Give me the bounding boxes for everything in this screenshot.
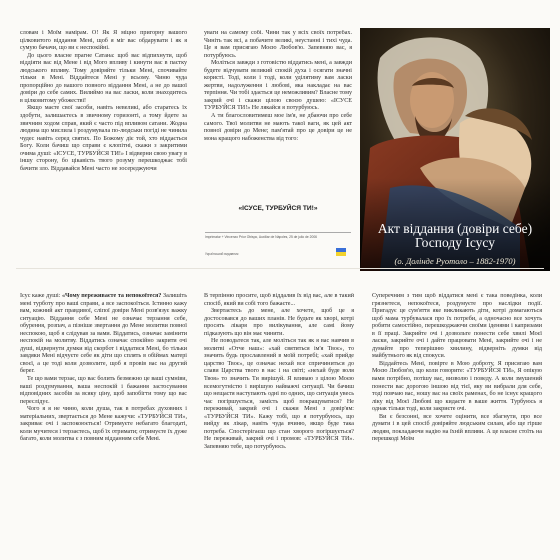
imprimatur-line: Imprimatur + Vincenzo Prior Obispo, Auxiliar de Nápoles, 25 de julio de 2006	[205, 232, 351, 240]
paragraph: Ісус каже душі: «Чому переживаєте та непокоїтеся? Залишіть мені турботу про ваші справи, а все заспокоїться. Істинно кажу вам, кожний акт правдивої, сліпої довіри Мені розв'язує важку ситуацію. Віддання себе Мені не означає терзання себе, обурення, розпач, а пізніше звертання до Мене молитви повної неспокою, щоб я слідував за вами. Віддатись, означає замінити неспокій на молитву. Віддатись означає спокійно закрити очі душі, відвернути думки від скорбот і віддатися Мені, бо тільки завдяки Мені відчуєте себе як діти що сплять в обіймах матері своєї, а це тоді коли дозволите, щоб я провів вас на другий берег.	[20, 293, 187, 375]
paragraph: уваги на самому собі. Чини так у всіх своїх потребах. Чиніть так всі, а побачите великі, неустанні і тихі чуда. Це я вам присягаю Моєю Любов'ю. Запевняю вас, я потурбуюсь.	[204, 30, 352, 59]
text-column-bottom-2	[204, 293, 354, 543]
text-column-bottom-3	[372, 293, 542, 543]
paragraph: словам і Моїм намірам. О! Як Я міцно пригорну вашого цілковитого віддання Мені, щоб я міг вас обдарувати і як я сумую бачачи, що ви є неспокійні.	[20, 30, 187, 52]
paragraph: Якщо маєте свої засоби, навіть невеликі, або старатесь їх здобути, залишаєтесь в звичному горизонті, а тому йдете за звичним ходом справ, який є часто під впливом сатани. Жодна людина що мислила і роздумувала по-людськи погіді не чинила чудес навіть серед святих. По Божому діє той, хто віддається Богу. Коли бачиш що справи є клопітні, скажи з закритими очима душі: «ІСУСЕ, ТУРБУЙСЯ ТИ!» І відверни свою увагу в іншу сторону, бо цікавість твого розуму перешкоджає тобі бачити зло. Віддавайся Мені часто не зосереджуючи	[20, 105, 187, 172]
artwork-subtitle: (о. Долінде Руотоло – 1882-1970)	[394, 256, 516, 266]
quote-lead-in: «Чому переживаєте та непокоїтеся?	[62, 293, 162, 299]
text-column-top-1	[20, 30, 187, 268]
paragraph: Чого я я не чиню, коли душа, так в потребах духовних і матеріальних, звертається до Мене кажучи: «ТУРБУЙСЯ ТИ», закриває очі і заспокоюється! Отримуєте небагато благодаті, коли мучитеся і терзаєтесь, щоб їх отримати; отримуєте їх дуже багато, коли молитва є з повним відданням себе Мені.	[20, 406, 187, 443]
paragraph: Суперечним з тим щоб віддатися мені є така поведінка, коли грязнетеся, непокоїтеся, роздумуєте про наслідки події. Пригадує це сум'яття яке викликають діти, котрі домагаються щоб мама турбувалася про їх потреби, а одночасно все хочуть робити самостійно, перешкоджаючи своїми іденями і капризами в її праці. Закрийте очі і дозвольте понести себе хвилі Моєї ласки, закрийте очі і дайте працювати Мені, закрийте очі і не думайте про теперішню хвилину, відверніть думки від майбутнього як від спокуси.	[372, 293, 542, 360]
publisher-label: Український видавник	[205, 252, 239, 256]
paragraph: До цього власне прагне Сатана: щоб вас відпихнути, щоб віддіяти вас від Мене і від Мого впливу і кинути вас в пастку людського впливу. Тому довіряйте тільки Мені, спочивайте тільки в Мені. Віддайтеся Мені у всьому. Чиню чуда пропорційно до вашого повного віддання Мені, а не до вашої довіри до себе самих. Вилиймо на вас ласки, коли знаходитесь в цілковитому убожестві!	[20, 52, 187, 104]
text-column-top-2	[204, 30, 352, 202]
flag-stripe-yellow	[336, 252, 346, 256]
paragraph: Не поводьтеся так, але моліться так як я вас навчив в молитві «Отче наш»: «хай святиться ім'я Твоє», то значить будь прославлений в моїй потребі; «хай прийде царство Твоє», це означає нехай все спричиниться до слави Царства твого в нас і на світі; «нехай буде воля Твоя» то значить Ти вирішуй. Я вливаю з цілою Моєю всемогутністю і вирішую найважчі ситуації. Чи бачиш що нещастя наступають одні по одних, що ситуація увесь час погіршується, замість щоб покращуватися? Не переживай, закрий очі і скажи Мені з довір'ям: «ТУРБУЙСЯ ТИ». Кажу тобі, що я потурбуюсь, що вийду як лікар, навіть чуда вчиню, якщо буде така потреба. Спостерігаєш що стан хворого погіршується? Не переживай, закрий очі і промов: «ТУРБУЙСЯ ТИ». Запевняю тебе, що потурбуюсь.	[204, 338, 354, 450]
page-divider	[16, 268, 544, 269]
paragraph: Віддайтесь Мені, повірте в Мою доброту, Я присягаю вам Моєю Любов'ю, що коли говорите: «ТУРБУЙСЯ ТИ», Я опікую вами потрібно, потішу вас, визволю і поведу. А коли змушений понести вас дорогою іншою від тієї, яку ви вибрали для себе, тоді повчаю вас, ношу вас на своїх раменах, бо не існує кращого ліку від Моєї Любові що кидаєте в ваше життя. Турбуюсь я однак тільки тоді, коли закриєте очі.	[372, 360, 542, 413]
paragraph: Звертаєтесь до мене, але хочете, щоб це я достосовався до ваших планів. Не будьте як хворі, котрі просять лікаря про вилікування, але самі йому підказують що він має чинити.	[204, 308, 354, 337]
prayer-invocation: «ІСУСЕ, ТУРБУЙСЯ ТИ!»	[238, 205, 318, 212]
text-column-bottom-1	[20, 293, 187, 543]
paragraph: Ви є безсонні, все хочете оцінити, все збагнути, про все думати і в цей спосіб довіряйте людським силам, або ще гірше людям, покладаючи надію на їхній впливи. А це власне стоїть на перешкоді Моїм	[372, 413, 542, 443]
ukraine-flag-icon	[336, 248, 346, 256]
paragraph: В терпінню просите, щоб віддалив їх від вас, але в такий спосіб, який ви собі того бажаєте...	[204, 293, 354, 307]
paragraph: Те що вами терзає, що вас болить безмежно це ваші сумніви, ваші роздумування, ваша неспокій і бажання застосування відповідних засобів за всяку ціну, щоб запобігти тому що вас переслідує.	[20, 376, 187, 405]
paragraph: А ти благословитимеш мое ім'я, не дбаючи про себе самого. Твої молитви не мають такої ваги, як цей акт повної довіри до Мене; пам'ятай про це довіри це не мона кращого набоженства від того:	[204, 113, 352, 142]
artwork-title: Акт віддання (довіри себе) Господу Ісусу	[377, 221, 533, 250]
cover-artwork	[360, 28, 550, 271]
paragraph: Моліться завжди з готовістю віддатись мені, а завжди будете відчувати великий спокій духа і осягати значні користі. Тоді, коли і тоді, коли уділятиму вам ласки жертви, надолуження і любові, яка накладає на вас терпіння. Чи тобі здається це неможливим? Власне тому закрий очі і скажи цілою своєю душею: «ІСУСЕ ТУРБУЙСЯ ТИ!» Не лякайся я потурбуюсь.	[204, 60, 352, 112]
